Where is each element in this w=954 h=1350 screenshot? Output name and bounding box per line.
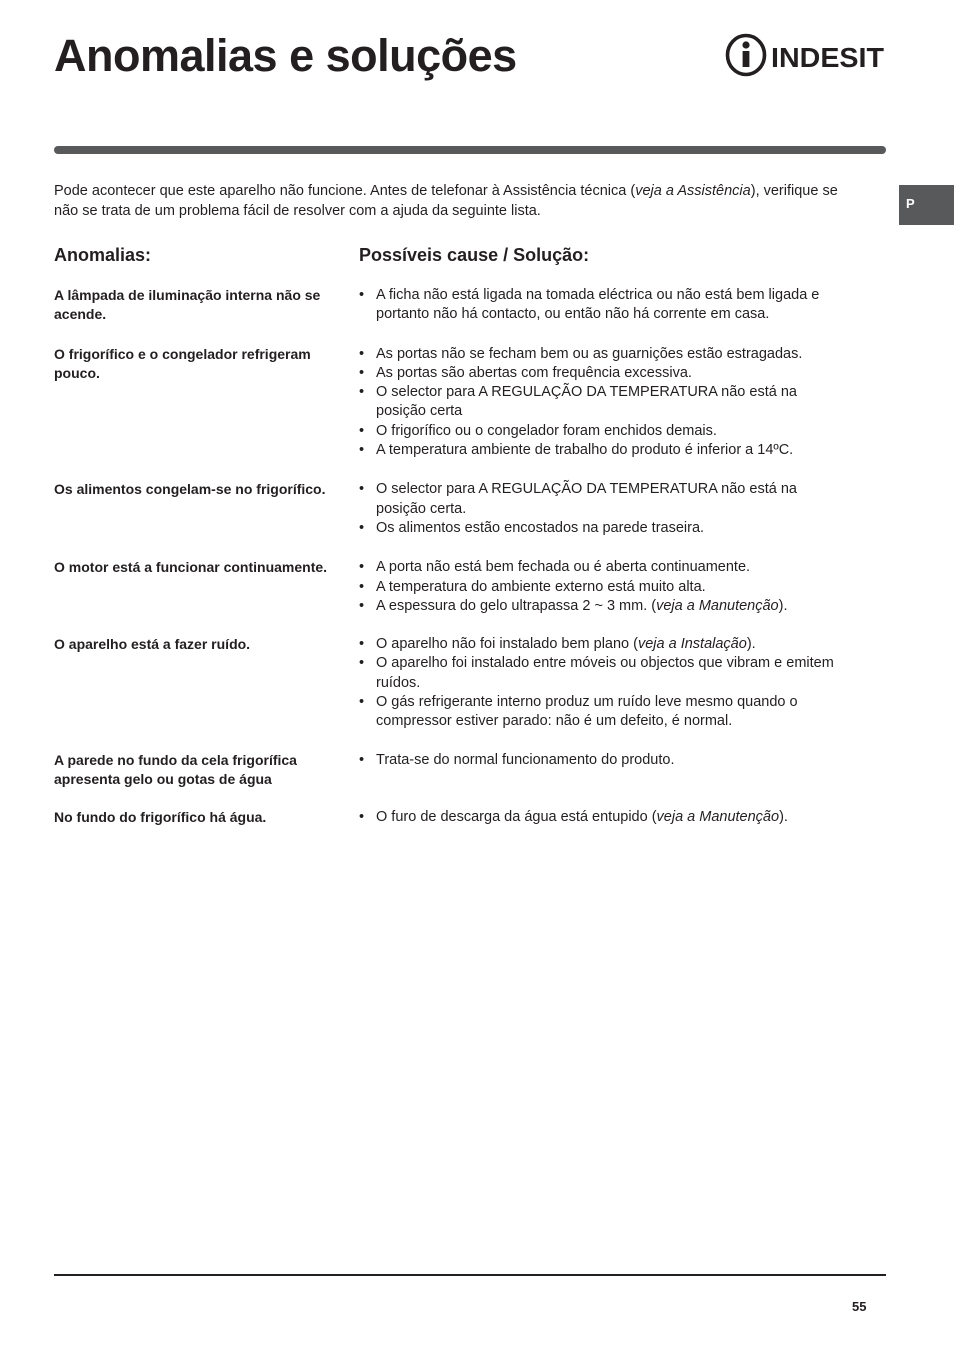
problem-text: O motor está a funcionar continuamente. xyxy=(54,559,328,576)
manual-reference: veja a Instalação xyxy=(637,636,747,653)
solution-item: • A espessura do gelo ultrapassa 2 ~ 3 mm. (veja a Manutenção). xyxy=(359,597,849,616)
solution-list xyxy=(359,345,849,461)
solution-item: • A temperatura ambiente de trabalho do produto é inferior a 14ºC. xyxy=(359,441,849,460)
solution-item: • O selector para A REGULAÇÃO DA TEMPERATURA não está na posição certa xyxy=(359,383,849,422)
problem-text: No fundo do frigorífico há água. xyxy=(54,809,267,826)
solution-list xyxy=(359,751,849,790)
table-row xyxy=(54,635,854,731)
solution-item: • A temperatura do ambiente externo está muito alta. xyxy=(359,578,849,597)
footer-divider xyxy=(54,1274,886,1276)
solution-item: • O frigorífico ou o congelador foram enchidos demais. xyxy=(359,422,849,441)
problems-heading: Anomalias: xyxy=(54,245,152,265)
manual-reference: veja a Manutenção xyxy=(656,597,779,614)
manual-reference: veja a Manutenção xyxy=(656,809,780,826)
intro-text-end: ), verifique se não se trata de um problema fácil de resolver com a ajuda da seguinte lista. xyxy=(54,183,838,219)
solution-item: • O gás refrigerante interno produz um ruído leve mesmo quando o compressor estiver parado: não é um defeito, é normal. xyxy=(359,693,849,732)
solution-item: • O aparelho não foi instalado bem plano (veja a Instalação). xyxy=(359,635,849,654)
intro-paragraph xyxy=(54,181,844,221)
language-tab: P xyxy=(899,185,954,225)
table-row xyxy=(54,558,854,616)
solution-item: • Os alimentos estão encostados na parede traseira. xyxy=(359,519,849,538)
brand-logo xyxy=(724,33,886,77)
table-row xyxy=(54,345,854,461)
header-divider xyxy=(54,146,886,154)
table-row xyxy=(54,808,854,827)
solution-list xyxy=(359,808,849,827)
intro-reference: veja a Assistência xyxy=(635,183,751,199)
brand-name: INDESIT xyxy=(771,42,884,73)
page-number: 55 xyxy=(852,1299,867,1314)
problem-text: A lâmpada de iluminação interna não se acende. xyxy=(54,287,321,323)
solution-item: • O selector para A REGULAÇÃO DA TEMPERATURA não está na posição certa. xyxy=(359,480,849,519)
solution-list xyxy=(359,635,849,731)
table-row xyxy=(54,480,854,538)
table-row xyxy=(54,751,854,790)
solution-item: • Trata-se do normal funcionamento do produto. xyxy=(359,751,849,770)
solutions-heading: Possíveis cause / Solução: xyxy=(359,245,590,265)
table-row xyxy=(54,286,854,325)
problem-text: O aparelho está a fazer ruído. xyxy=(54,636,251,653)
solution-item: • O aparelho foi instalado entre móveis ou objectos que vibram e emitem ruídos. xyxy=(359,654,849,693)
solution-item: • O furo de descarga da água está entupido (veja a Manutenção). xyxy=(359,808,849,827)
solution-item: • A ficha não está ligada na tomada eléctrica ou não está bem ligada e portanto não há contacto, ou então não há corrente em casa. xyxy=(359,286,849,325)
solution-item: • As portas são abertas com frequência excessiva. xyxy=(359,364,849,383)
problem-text: O frigorífico e o congelador refrigeram pouco. xyxy=(54,345,311,381)
solution-item: • A porta não está bem fechada ou é aberta continuamente. xyxy=(359,558,849,577)
page-title: Anomalias e soluções xyxy=(54,30,517,81)
solution-list xyxy=(359,286,849,325)
solution-item: • As portas não se fecham bem ou as guarnições estão estragadas. xyxy=(359,345,849,364)
problem-text: Os alimentos congelam-se no frigorífico. xyxy=(54,481,326,498)
problem-text: A parede no fundo da cela frigorífica apresenta gelo ou gotas de água xyxy=(54,751,297,787)
solution-list xyxy=(359,558,849,616)
solution-list xyxy=(359,480,849,538)
intro-text: Pode acontecer que este aparelho não funcione. Antes de telefonar à Assistência técnica ( xyxy=(54,183,636,199)
troubleshooting-table xyxy=(54,286,854,828)
